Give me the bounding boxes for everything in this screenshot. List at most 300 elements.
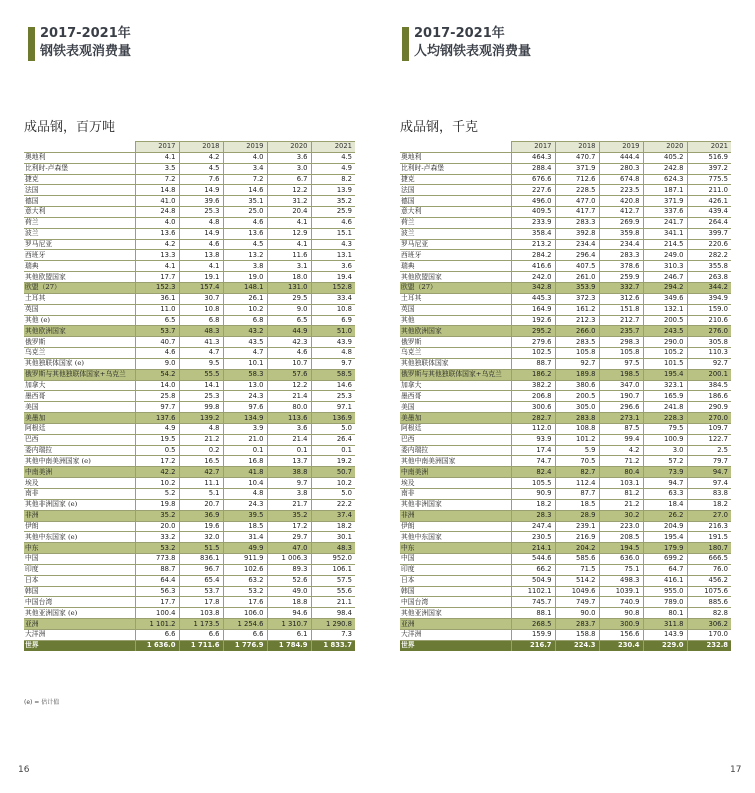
- value-cell: 311.8: [643, 619, 687, 630]
- value-cell: 90.9: [511, 489, 555, 500]
- value-cell: 36.1: [135, 293, 179, 304]
- row-label: 日本: [24, 575, 135, 586]
- title-line-1: 2017-2021年: [40, 26, 131, 41]
- value-cell: 17.2: [135, 456, 179, 467]
- value-cell: 93.9: [511, 434, 555, 445]
- value-cell: 63.3: [643, 489, 687, 500]
- region-subtotal-row: [24, 326, 355, 337]
- value-cell: 9.7: [311, 358, 355, 369]
- value-cell: 420.8: [599, 196, 643, 207]
- value-cell: 305.0: [555, 402, 599, 413]
- value-cell: 6.7: [267, 174, 311, 185]
- value-cell: 378.6: [599, 261, 643, 272]
- table-header-row: [400, 142, 731, 153]
- value-cell: 25.3: [179, 391, 223, 402]
- value-cell: 71.5: [555, 564, 599, 575]
- row-label: 波兰: [24, 228, 135, 239]
- row-label: 中东: [400, 543, 511, 554]
- value-cell: 504.9: [511, 575, 555, 586]
- value-cell: 227.6: [511, 185, 555, 196]
- value-cell: 35.1: [223, 196, 267, 207]
- table-subtitle: 成品钢，百万吨: [24, 120, 116, 135]
- table-row: [24, 207, 355, 218]
- value-cell: 294.2: [643, 282, 687, 293]
- year-header: 2017: [511, 142, 555, 153]
- right-page: [378, 0, 755, 793]
- row-label: 荷兰: [400, 217, 511, 228]
- value-cell: 43.9: [311, 337, 355, 348]
- row-label: 大洋洲: [400, 629, 511, 640]
- table-row: [400, 228, 731, 239]
- value-cell: 2.5: [687, 445, 731, 456]
- value-cell: 35.2: [267, 510, 311, 521]
- value-cell: 70.5: [555, 456, 599, 467]
- value-cell: 49.9: [223, 543, 267, 554]
- region-subtotal-row: [400, 467, 731, 478]
- header-corner: [400, 142, 511, 153]
- value-cell: 9.7: [267, 478, 311, 489]
- value-cell: 37.4: [311, 510, 355, 521]
- value-cell: 952.0: [311, 554, 355, 565]
- value-cell: 102.6: [223, 564, 267, 575]
- value-cell: 230.5: [511, 532, 555, 543]
- table-row: [400, 445, 731, 456]
- row-label: 美国: [24, 402, 135, 413]
- table-row: [24, 586, 355, 597]
- value-cell: 27.0: [687, 510, 731, 521]
- value-cell: 1 254.6: [223, 619, 267, 630]
- value-cell: 1 173.5: [179, 619, 223, 630]
- value-cell: 190.7: [599, 391, 643, 402]
- value-cell: 63.2: [223, 575, 267, 586]
- value-cell: 19.8: [135, 499, 179, 510]
- value-cell: 279.6: [511, 337, 555, 348]
- row-label: 南非: [400, 489, 511, 500]
- row-label: 罗马尼亚: [24, 239, 135, 250]
- title-line-2: 人均钢铁表观消费量: [414, 44, 532, 59]
- table-row: [24, 152, 355, 163]
- value-cell: 211.0: [687, 185, 731, 196]
- value-cell: 6.5: [135, 315, 179, 326]
- value-cell: 19.2: [311, 456, 355, 467]
- table-row: [24, 228, 355, 239]
- value-cell: 106.1: [311, 564, 355, 575]
- row-label: 委内瑞拉: [24, 445, 135, 456]
- table-row: [400, 272, 731, 283]
- value-cell: 4.9: [135, 423, 179, 434]
- value-cell: 64.4: [135, 575, 179, 586]
- value-cell: 6.6: [179, 629, 223, 640]
- year-header: 2021: [687, 142, 731, 153]
- value-cell: 198.5: [599, 369, 643, 380]
- region-subtotal-row: [400, 369, 731, 380]
- value-cell: 33.4: [311, 293, 355, 304]
- value-cell: 243.5: [643, 326, 687, 337]
- table-row: [400, 521, 731, 532]
- value-cell: 296.4: [555, 250, 599, 261]
- value-cell: 283.8: [555, 413, 599, 424]
- row-label: 其他: [400, 315, 511, 326]
- value-cell: 775.5: [687, 174, 731, 185]
- value-cell: 4.0: [223, 152, 267, 163]
- row-label: 亚洲: [400, 619, 511, 630]
- value-cell: 4.8: [179, 423, 223, 434]
- row-label: 美墨加: [24, 413, 135, 424]
- table-row: [24, 499, 355, 510]
- value-cell: 21.4: [267, 391, 311, 402]
- title-accent-bar: [28, 27, 35, 61]
- value-cell: 7.2: [223, 174, 267, 185]
- value-cell: 103.1: [599, 478, 643, 489]
- value-cell: 53.7: [179, 586, 223, 597]
- value-cell: 836.1: [179, 554, 223, 565]
- value-cell: 36.9: [179, 510, 223, 521]
- value-cell: 624.3: [643, 174, 687, 185]
- value-cell: 426.1: [687, 196, 731, 207]
- value-cell: 54.2: [135, 369, 179, 380]
- value-cell: 242.8: [643, 163, 687, 174]
- value-cell: 31.4: [223, 532, 267, 543]
- value-cell: 332.7: [599, 282, 643, 293]
- value-cell: 24.8: [135, 207, 179, 218]
- value-cell: 1 636.0: [135, 640, 179, 651]
- value-cell: 4.5: [223, 239, 267, 250]
- value-cell: 180.7: [687, 543, 731, 554]
- value-cell: 186.2: [511, 369, 555, 380]
- value-cell: 29.5: [267, 293, 311, 304]
- value-cell: 1 006.3: [267, 554, 311, 565]
- value-cell: 157.4: [179, 282, 223, 293]
- value-cell: 1 310.7: [267, 619, 311, 630]
- value-cell: 266.0: [555, 326, 599, 337]
- value-cell: 10.2: [311, 478, 355, 489]
- value-cell: 57.6: [267, 369, 311, 380]
- value-cell: 17.7: [135, 597, 179, 608]
- table-row: [24, 304, 355, 315]
- value-cell: 439.4: [687, 207, 731, 218]
- table-row: [400, 217, 731, 228]
- row-label: 乌克兰: [24, 348, 135, 359]
- value-cell: 353.9: [555, 282, 599, 293]
- value-cell: 161.2: [555, 304, 599, 315]
- value-cell: 13.3: [135, 250, 179, 261]
- row-label: 加拿大: [24, 380, 135, 391]
- value-cell: 544.6: [511, 554, 555, 565]
- consumption-table: [24, 141, 355, 651]
- table-row: [24, 434, 355, 445]
- value-cell: 789.0: [643, 597, 687, 608]
- value-cell: 105.5: [511, 478, 555, 489]
- value-cell: 43.5: [223, 337, 267, 348]
- value-cell: 347.0: [599, 380, 643, 391]
- value-cell: 12.2: [267, 185, 311, 196]
- value-cell: 4.2: [599, 445, 643, 456]
- value-cell: 131.0: [267, 282, 311, 293]
- value-cell: 189.8: [555, 369, 599, 380]
- value-cell: 407.5: [555, 261, 599, 272]
- value-cell: 3.6: [267, 423, 311, 434]
- value-cell: 392.8: [555, 228, 599, 239]
- value-cell: 41.0: [135, 196, 179, 207]
- value-cell: 14.9: [179, 185, 223, 196]
- value-cell: 1039.1: [599, 586, 643, 597]
- row-label: 中国台湾: [24, 597, 135, 608]
- value-cell: 159.9: [511, 629, 555, 640]
- region-subtotal-row: [24, 282, 355, 293]
- row-label: 比利时-卢森堡: [400, 163, 511, 174]
- per-capita-table: [400, 141, 731, 651]
- value-cell: 18.5: [555, 499, 599, 510]
- value-cell: 132.1: [643, 304, 687, 315]
- value-cell: 28.3: [511, 510, 555, 521]
- table-row: [24, 597, 355, 608]
- table-row: [400, 152, 731, 163]
- value-cell: 110.3: [687, 348, 731, 359]
- value-cell: 4.1: [179, 261, 223, 272]
- value-cell: 79.5: [643, 423, 687, 434]
- value-cell: 112.0: [511, 423, 555, 434]
- value-cell: 3.0: [267, 163, 311, 174]
- value-cell: 13.7: [267, 456, 311, 467]
- value-cell: 4.1: [135, 152, 179, 163]
- value-cell: 283.3: [555, 217, 599, 228]
- value-cell: 885.6: [687, 597, 731, 608]
- row-label: 伊朗: [400, 521, 511, 532]
- value-cell: 212.3: [555, 315, 599, 326]
- row-label: 其他欧洲国家: [400, 326, 511, 337]
- value-cell: 48.3: [179, 326, 223, 337]
- value-cell: 100.9: [643, 434, 687, 445]
- value-cell: 105.2: [643, 348, 687, 359]
- value-cell: 40.7: [135, 337, 179, 348]
- value-cell: 109.7: [687, 423, 731, 434]
- value-cell: 30.1: [311, 532, 355, 543]
- value-cell: 21.4: [267, 434, 311, 445]
- row-label: 西班牙: [400, 250, 511, 261]
- value-cell: 359.8: [599, 228, 643, 239]
- value-cell: 97.6: [223, 402, 267, 413]
- value-cell: 214.5: [643, 239, 687, 250]
- value-cell: 66.2: [511, 564, 555, 575]
- table-row: [24, 391, 355, 402]
- row-label: 俄罗斯与其他独联体国家+乌克兰: [400, 369, 511, 380]
- value-cell: 4.1: [267, 239, 311, 250]
- row-label: 俄罗斯与其他独联体国家+乌克兰: [24, 369, 135, 380]
- value-cell: 26.2: [643, 510, 687, 521]
- value-cell: 4.0: [135, 217, 179, 228]
- value-cell: 416.6: [511, 261, 555, 272]
- value-cell: 194.5: [599, 543, 643, 554]
- value-cell: 94.7: [687, 467, 731, 478]
- value-cell: 18.2: [687, 499, 731, 510]
- value-cell: 749.7: [555, 597, 599, 608]
- value-cell: 30.7: [179, 293, 223, 304]
- value-cell: 152.8: [311, 282, 355, 293]
- value-cell: 358.4: [511, 228, 555, 239]
- table-row: [400, 239, 731, 250]
- value-cell: 88.7: [511, 358, 555, 369]
- value-cell: 25.9: [311, 207, 355, 218]
- value-cell: 268.5: [511, 619, 555, 630]
- value-cell: 53.2: [223, 586, 267, 597]
- value-cell: 41.3: [179, 337, 223, 348]
- value-cell: 344.2: [687, 282, 731, 293]
- value-cell: 239.1: [555, 521, 599, 532]
- value-cell: 4.5: [179, 163, 223, 174]
- value-cell: 21.2: [599, 499, 643, 510]
- value-cell: 92.7: [555, 358, 599, 369]
- row-label: 中国: [24, 554, 135, 565]
- value-cell: 42.2: [135, 467, 179, 478]
- value-cell: 16.5: [179, 456, 223, 467]
- year-header: 2017: [135, 142, 179, 153]
- value-cell: 4.2: [179, 152, 223, 163]
- table-row: [400, 261, 731, 272]
- table-row: [400, 499, 731, 510]
- row-label: 其他欧盟国家: [400, 272, 511, 283]
- value-cell: 7.2: [135, 174, 179, 185]
- value-cell: 773.8: [135, 554, 179, 565]
- value-cell: 19.6: [179, 521, 223, 532]
- table-row: [400, 532, 731, 543]
- value-cell: 1075.6: [687, 586, 731, 597]
- value-cell: 14.1: [179, 380, 223, 391]
- row-label: 印度: [400, 564, 511, 575]
- value-cell: 456.2: [687, 575, 731, 586]
- value-cell: 200.1: [687, 369, 731, 380]
- value-cell: 636.0: [599, 554, 643, 565]
- row-label: 捷克: [24, 174, 135, 185]
- value-cell: 213.2: [511, 239, 555, 250]
- row-label: 奥地利: [24, 152, 135, 163]
- row-label: 中国: [400, 554, 511, 565]
- value-cell: 6.5: [267, 315, 311, 326]
- value-cell: 90.8: [599, 608, 643, 619]
- value-cell: 699.2: [643, 554, 687, 565]
- value-cell: 98.4: [311, 608, 355, 619]
- value-cell: 92.7: [687, 358, 731, 369]
- value-cell: 0.1: [311, 445, 355, 456]
- value-cell: 88.7: [135, 564, 179, 575]
- page-title: [40, 25, 131, 61]
- value-cell: 38.8: [267, 467, 311, 478]
- value-cell: 229.0: [643, 640, 687, 651]
- value-cell: 108.8: [555, 423, 599, 434]
- value-cell: 8.2: [311, 174, 355, 185]
- value-cell: 21.0: [223, 434, 267, 445]
- table-row: [24, 478, 355, 489]
- table-row: [24, 217, 355, 228]
- value-cell: 103.8: [179, 608, 223, 619]
- table-row: [24, 456, 355, 467]
- value-cell: 80.4: [599, 467, 643, 478]
- value-cell: 216.9: [555, 532, 599, 543]
- value-cell: 101.5: [643, 358, 687, 369]
- value-cell: 39.5: [223, 510, 267, 521]
- page-number: 17: [730, 765, 742, 775]
- value-cell: 7.6: [179, 174, 223, 185]
- value-cell: 234.4: [599, 239, 643, 250]
- value-cell: 50.7: [311, 467, 355, 478]
- table-row: [400, 207, 731, 218]
- title-line-1: 2017-2021年: [414, 26, 505, 41]
- value-cell: 280.3: [599, 163, 643, 174]
- value-cell: 349.6: [643, 293, 687, 304]
- value-cell: 6.9: [311, 315, 355, 326]
- value-cell: 81.2: [599, 489, 643, 500]
- table-row: [24, 293, 355, 304]
- value-cell: 409.5: [511, 207, 555, 218]
- value-cell: 228.5: [555, 185, 599, 196]
- table-row: [400, 315, 731, 326]
- value-cell: 39.6: [179, 196, 223, 207]
- table-row: [24, 423, 355, 434]
- value-cell: 35.2: [311, 196, 355, 207]
- value-cell: 18.0: [267, 272, 311, 283]
- region-subtotal-row: [400, 619, 731, 630]
- table-row: [24, 315, 355, 326]
- table-row: [24, 196, 355, 207]
- table-row: [24, 554, 355, 565]
- value-cell: 165.9: [643, 391, 687, 402]
- row-label: 荷兰: [24, 217, 135, 228]
- page-title: [414, 25, 531, 61]
- value-cell: 17.7: [135, 272, 179, 283]
- row-label: 欧盟（27）: [400, 282, 511, 293]
- value-cell: 4.7: [179, 348, 223, 359]
- value-cell: 4.2: [135, 239, 179, 250]
- value-cell: 234.4: [555, 239, 599, 250]
- value-cell: 5.2: [135, 489, 179, 500]
- table-row: [24, 564, 355, 575]
- value-cell: 1 833.7: [311, 640, 355, 651]
- table-row: [24, 380, 355, 391]
- value-cell: 25.8: [135, 391, 179, 402]
- row-label: 意大利: [400, 207, 511, 218]
- value-cell: 41.8: [223, 467, 267, 478]
- value-cell: 94.7: [643, 478, 687, 489]
- value-cell: 32.0: [179, 532, 223, 543]
- value-cell: 220.6: [687, 239, 731, 250]
- table-row: [24, 174, 355, 185]
- value-cell: 1 101.2: [135, 619, 179, 630]
- value-cell: 214.1: [511, 543, 555, 554]
- row-label: 阿根廷: [24, 423, 135, 434]
- value-cell: 14.6: [311, 380, 355, 391]
- value-cell: 3.6: [311, 261, 355, 272]
- value-cell: 73.9: [643, 467, 687, 478]
- value-cell: 96.7: [179, 564, 223, 575]
- table-row: [24, 521, 355, 532]
- value-cell: 341.1: [643, 228, 687, 239]
- value-cell: 4.6: [223, 217, 267, 228]
- row-label: 南非: [24, 489, 135, 500]
- table-row: [24, 532, 355, 543]
- value-cell: 102.5: [511, 348, 555, 359]
- table-row: [400, 358, 731, 369]
- value-cell: 5.0: [311, 489, 355, 500]
- value-cell: 200.5: [643, 315, 687, 326]
- value-cell: 11.6: [267, 250, 311, 261]
- value-cell: 55.5: [179, 369, 223, 380]
- value-cell: 4.6: [135, 348, 179, 359]
- value-cell: 498.3: [599, 575, 643, 586]
- value-cell: 394.9: [687, 293, 731, 304]
- value-cell: 192.6: [511, 315, 555, 326]
- value-cell: 20.7: [179, 499, 223, 510]
- row-label: 韩国: [400, 586, 511, 597]
- value-cell: 89.3: [267, 564, 311, 575]
